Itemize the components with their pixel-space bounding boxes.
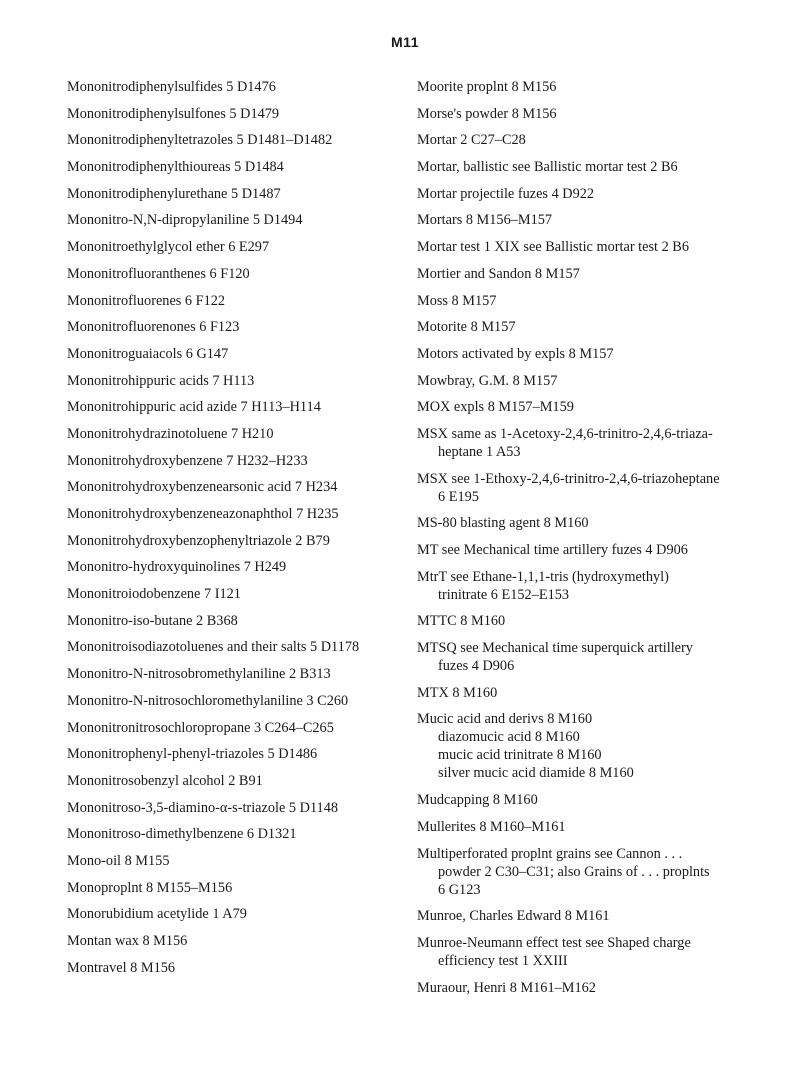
index-entry-line: Mortar 2 C27–C28 <box>417 132 526 149</box>
index-entry: Mononitrodiphenylurethane 5 D1487 <box>67 185 281 202</box>
index-entry-line: Moorite proplnt 8 M156 <box>417 79 557 95</box>
index-entry: Mononitroiodobenzene 7 I121 <box>67 586 241 603</box>
index-entry-line: MTTC 8 M160 <box>417 613 506 630</box>
index-entry <box>417 470 757 506</box>
index-entry: Mononitrodiphenylsulfides 5 D1476 <box>67 79 276 95</box>
index-entry <box>417 78 757 96</box>
index-entry-line: Muraour, Henri 8 M161–M162 <box>417 979 596 996</box>
index-entry <box>417 541 757 559</box>
index-entry-line: Morse's powder 8 M156 <box>417 105 557 122</box>
index-entry <box>417 514 757 532</box>
index-entry-line: MSX same as 1-Acetoxy-2,4,6-trinitro-2,4,6-triaza- <box>417 425 713 442</box>
index-entry-line: Mowbray, G.M. 8 M157 <box>417 372 558 389</box>
index-entry-line: Munroe-Neumann effect test see Shaped charge <box>417 934 691 951</box>
index-entry <box>417 818 757 836</box>
index-entry-line: Moss 8 M157 <box>417 292 497 309</box>
index-entry <box>417 398 757 416</box>
index-entry: Mononitrohydroxybenzenearsonic acid 7 H234 <box>67 479 338 496</box>
index-entry-line: MSX see 1-Ethoxy-2,4,6-trinitro-2,4,6-triazoheptane <box>417 470 720 487</box>
index-column-left <box>67 78 402 985</box>
index-entry: Mononitroso-dimethylbenzene 6 D1321 <box>67 826 297 843</box>
index-entry <box>417 131 757 149</box>
index-entry <box>417 710 757 782</box>
index-entry: Monorubidium acetylide 1 A79 <box>67 906 247 923</box>
index-entry <box>417 318 757 336</box>
index-entry: Montan wax 8 M156 <box>67 933 188 949</box>
index-entry <box>417 791 757 809</box>
index-entry: Montravel 8 M156 <box>67 959 176 976</box>
index-entry-line: MOX expls 8 M157–M159 <box>417 399 574 416</box>
index-entry-line: Motorite 8 M157 <box>417 319 516 336</box>
index-entry: Monoproplnt 8 M155–M156 <box>67 879 233 896</box>
index-entry <box>417 568 757 604</box>
index-entry: Mononitroguaiacols 6 G147 <box>67 345 229 362</box>
index-entry-continuation: trinitrate 6 E152–E153 <box>438 586 570 603</box>
index-entry-line: Mortars 8 M156–M157 <box>417 212 553 229</box>
index-entry <box>417 639 757 675</box>
index-entry-line: Mucic acid and derivs 8 M160 <box>417 711 593 728</box>
index-entry: Mononitrofluorenes 6 F122 <box>67 292 226 309</box>
index-entry: Mononitrophenyl-phenyl-triazoles 5 D1486 <box>67 746 318 763</box>
index-entry: Mononitroso-3,5-diamino-α-s-triazole 5 D1148 <box>67 799 339 816</box>
index-entry-line: MT see Mechanical time artillery fuzes 4 D906 <box>417 542 688 558</box>
index-entry-line: Mortar projectile fuzes 4 D922 <box>417 185 595 202</box>
index-entry: Mononitro-iso-butane 2 B368 <box>67 612 238 629</box>
index-entry: Mononitroisodiazotoluenes and their salts 5 D1178 <box>67 639 360 656</box>
index-entry: Mononitrodiphenylsulfones 5 D1479 <box>67 105 280 122</box>
index-entry <box>417 292 757 310</box>
index-entry-continuation: mucic acid trinitrate 8 M160 <box>438 747 602 764</box>
index-entry: Mononitrodiphenylthioureas 5 D1484 <box>67 159 284 176</box>
index-entry <box>417 345 757 363</box>
index-entry-continuation: powder 2 C30–C31; also Grains of . . . proplnts <box>438 863 710 880</box>
index-entry <box>417 265 757 283</box>
index-entry: Mononitrohydroxybenzene 7 H232–H233 <box>67 452 308 469</box>
index-entry: Mononitro-N-nitrosochloromethylaniline 3 C260 <box>67 692 349 709</box>
index-entry: Mononitroethylglycol ether 6 E297 <box>67 239 270 256</box>
index-column-right <box>417 78 757 1005</box>
index-entry: Mononitrosobenzyl alcohol 2 B91 <box>67 772 263 789</box>
index-entry <box>417 845 757 899</box>
index-entry-line: Mortar test 1 XIX see Ballistic mortar test 2 B6 <box>417 239 689 256</box>
index-entry <box>417 612 757 630</box>
index-entry-line: Mullerites 8 M160–M161 <box>417 818 566 835</box>
index-entry: Mononitro-N-nitrosobromethylaniline 2 B313 <box>67 666 331 683</box>
index-entry: Mononitrodiphenyltetrazoles 5 D1481–D1482 <box>67 132 333 149</box>
index-entry: Mononitrofluorenones 6 F123 <box>67 319 240 336</box>
index-entry <box>417 158 757 176</box>
index-entry <box>417 211 757 229</box>
index-entry: Mononitrohydroxybenzeneazonaphthol 7 H235 <box>67 506 339 522</box>
index-entry-line: Mudcapping 8 M160 <box>417 792 538 809</box>
index-entry: Mononitronitrosochloropropane 3 C264–C265 <box>67 719 334 736</box>
index-entry <box>417 238 757 256</box>
index-entry-continuation: 6 E195 <box>438 488 479 505</box>
index-entry-line: MTX 8 M160 <box>417 684 498 701</box>
index-entry-line: Motors activated by expls 8 M157 <box>417 345 614 362</box>
index-entry-line: Multiperforated proplnt grains see Cannon . . . <box>417 845 683 862</box>
index-entry-continuation: diazomucic acid 8 M160 <box>438 729 580 746</box>
index-entry <box>417 684 757 702</box>
index-entry: Mononitrohippuric acid azide 7 H113–H114 <box>67 399 321 416</box>
index-entry <box>417 979 757 997</box>
index-entry-line: MS-80 blasting agent 8 M160 <box>417 515 589 532</box>
index-entry: Mononitro-N,N-dipropylaniline 5 D1494 <box>67 212 303 229</box>
index-entry: Mononitrofluoranthenes 6 F120 <box>67 265 250 282</box>
index-entry-line: Mortar, ballistic see Ballistic mortar test 2 B6 <box>417 159 678 176</box>
index-entry <box>417 425 757 461</box>
index-entry <box>417 907 757 925</box>
index-entry: Mononitrohydrazinotoluene 7 H210 <box>67 425 274 442</box>
page-label: M11 <box>391 34 419 50</box>
index-entry: Mononitrohippuric acids 7 H113 <box>67 372 255 389</box>
index-entry-line: MTSQ see Mechanical time superquick artillery <box>417 640 693 657</box>
index-entry-continuation: efficiency test 1 XXIII <box>438 952 568 969</box>
index-entry: Mononitrohydroxybenzophenyltriazole 2 B79 <box>67 532 330 549</box>
index-entry-line: MtrT see Ethane-1,1,1-tris (hydroxymethyl) <box>417 568 669 585</box>
index-entry-continuation: fuzes 4 D906 <box>438 658 515 675</box>
index-entry <box>417 185 757 203</box>
index-entry-line: Mortier and Sandon 8 M157 <box>417 265 580 282</box>
index-entry-continuation: heptane 1 A53 <box>438 443 521 460</box>
index-entry-continuation: 6 G123 <box>438 881 481 898</box>
index-entry <box>417 105 757 123</box>
index-entry-continuation: silver mucic acid diamide 8 M160 <box>438 765 634 782</box>
index-entry-line: Munroe, Charles Edward 8 M161 <box>417 908 610 925</box>
index-entry: Mono-oil 8 M155 <box>67 852 170 869</box>
index-entry: Mononitro-hydroxyquinolines 7 H249 <box>67 559 287 576</box>
index-entry <box>417 372 757 390</box>
index-entry <box>417 934 757 970</box>
